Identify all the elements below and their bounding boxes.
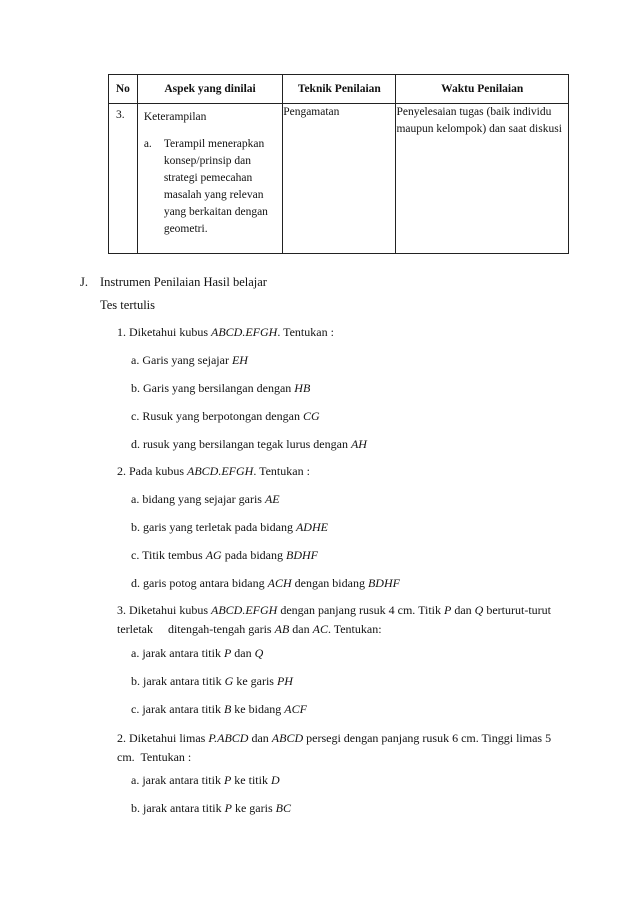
list-item [131,646,263,661]
item-text: dengan bidang [294,576,365,590]
item-text: ke titik [234,773,268,787]
section-title: Instrumen Penilaian Hasil belajar [100,275,267,289]
item-text: ke garis [236,674,274,688]
question-number: 3. [117,603,126,617]
section-heading [80,275,267,290]
item-text: a. jarak antara titik [131,773,221,787]
item-var: Q [254,646,264,660]
header-time: Waktu Penilaian [396,75,569,104]
aspect-cell [137,104,282,254]
list-item [131,353,248,368]
question-text: Pada kubus [129,464,184,478]
assessment-table [108,74,569,254]
item-var: BDHF [286,548,318,562]
question-number: 2. [117,731,126,745]
question-3 [117,601,567,639]
item-text: ke garis [234,801,273,815]
aspect-item-marker: a. [143,138,152,150]
row-number: 3. [109,104,138,254]
header-technique: Teknik Penilaian [283,75,396,104]
question-var: ABCD.EFGH [211,603,278,617]
item-var: B [223,702,232,716]
question-var: P.ABCD [208,731,249,745]
header-aspect: Aspek yang dinilai [137,75,282,104]
item-var: AE [264,492,280,506]
item-var: D [270,773,280,787]
list-item [131,773,280,788]
item-text: b. jarak antara titik [131,674,222,688]
header-no: No [109,75,138,104]
item-var: G [224,674,234,688]
item-var: ACF [284,702,307,716]
question-4 [117,729,567,767]
list-item [131,548,318,563]
question-text: dan [454,603,472,617]
aspect-item [138,126,282,246]
item-text: dan [234,646,252,660]
question-text: berturut-turut terletak ditengah-tengah garis [117,603,554,636]
question-var: ABCD [271,731,304,745]
item-text: b. Garis yang bersilangan dengan [131,381,292,395]
question-var: AB [274,622,290,636]
question-var: ABCD.EFGH [187,464,254,478]
table-row [109,104,569,254]
item-text: c. Titik tembus [131,548,203,562]
list-item [131,702,307,717]
list-item [131,437,367,452]
item-var: ADHE [295,520,328,534]
question-text: Diketahui limas [129,731,206,745]
item-text: c. jarak antara titik [131,702,221,716]
question-text: . Tentukan : [253,464,310,478]
list-item [131,576,400,591]
question-var: AC [312,622,328,636]
list-item [131,492,280,507]
question-text: dan [251,731,269,745]
item-var: AG [205,548,222,562]
table-header-row [109,75,569,104]
list-item [131,674,293,689]
technique-cell: Pengamatan [283,104,396,254]
item-var: EH [231,353,248,367]
list-item [131,801,291,816]
item-var: AH [350,437,367,451]
item-text: pada bidang [224,548,283,562]
list-item [131,381,310,396]
question-text: dengan panjang rusuk 4 cm. Titik [280,603,441,617]
question-2 [117,464,310,479]
item-text: a. Garis yang sejajar [131,353,229,367]
question-var: P [444,603,452,617]
item-text: a. jarak antara titik [131,646,221,660]
section-subtitle: Tes tertulis [100,298,156,312]
item-var: P [223,646,232,660]
item-text: ke bidang [234,702,282,716]
aspect-item-text: Terampil menerapkan konsep/prinsip dan strategi pemecahan masalah yang relevan yang berkaitan dengan geometri. [163,138,268,235]
item-var: P [224,801,232,815]
item-text: a. bidang yang sejajar garis [131,492,262,506]
question-1 [117,325,334,340]
question-text: persegi dengan panjang rusuk 6 cm. Tinggi limas 5 cm. Tentukan : [117,731,555,764]
question-number: 2. [117,464,126,478]
list-item [131,520,328,535]
section-letter: J. [80,275,88,289]
question-text: . Tentukan: [327,622,382,636]
question-text: Diketahui kubus [129,325,208,339]
item-text: b. garis yang terletak pada bidang [131,520,293,534]
item-var: CG [302,409,320,423]
item-text: b. jarak antara titik [131,801,222,815]
question-text: Diketahui kubus [129,603,208,617]
item-var: PH [276,674,293,688]
item-text: d. garis potog antara bidang [131,576,265,590]
aspect-category: Keterampilan [143,111,207,123]
item-text: d. rusuk yang bersilangan tegak lurus dengan [131,437,348,451]
question-var: Q [474,603,484,617]
item-var: BC [275,801,291,815]
time-cell: Penyelesaian tugas (baik individu maupun kelompok) dan saat diskusi [396,104,569,254]
item-var: P [223,773,232,787]
item-var: HB [294,381,311,395]
list-item [131,409,320,424]
question-text: . Tentukan : [277,325,334,339]
question-number: 1. [117,325,126,339]
item-var: ACH [267,576,292,590]
item-text: c. Rusuk yang berpotongan dengan [131,409,300,423]
question-text: dan [292,622,310,636]
question-var: ABCD.EFGH [211,325,278,339]
item-var: BDHF [367,576,400,590]
